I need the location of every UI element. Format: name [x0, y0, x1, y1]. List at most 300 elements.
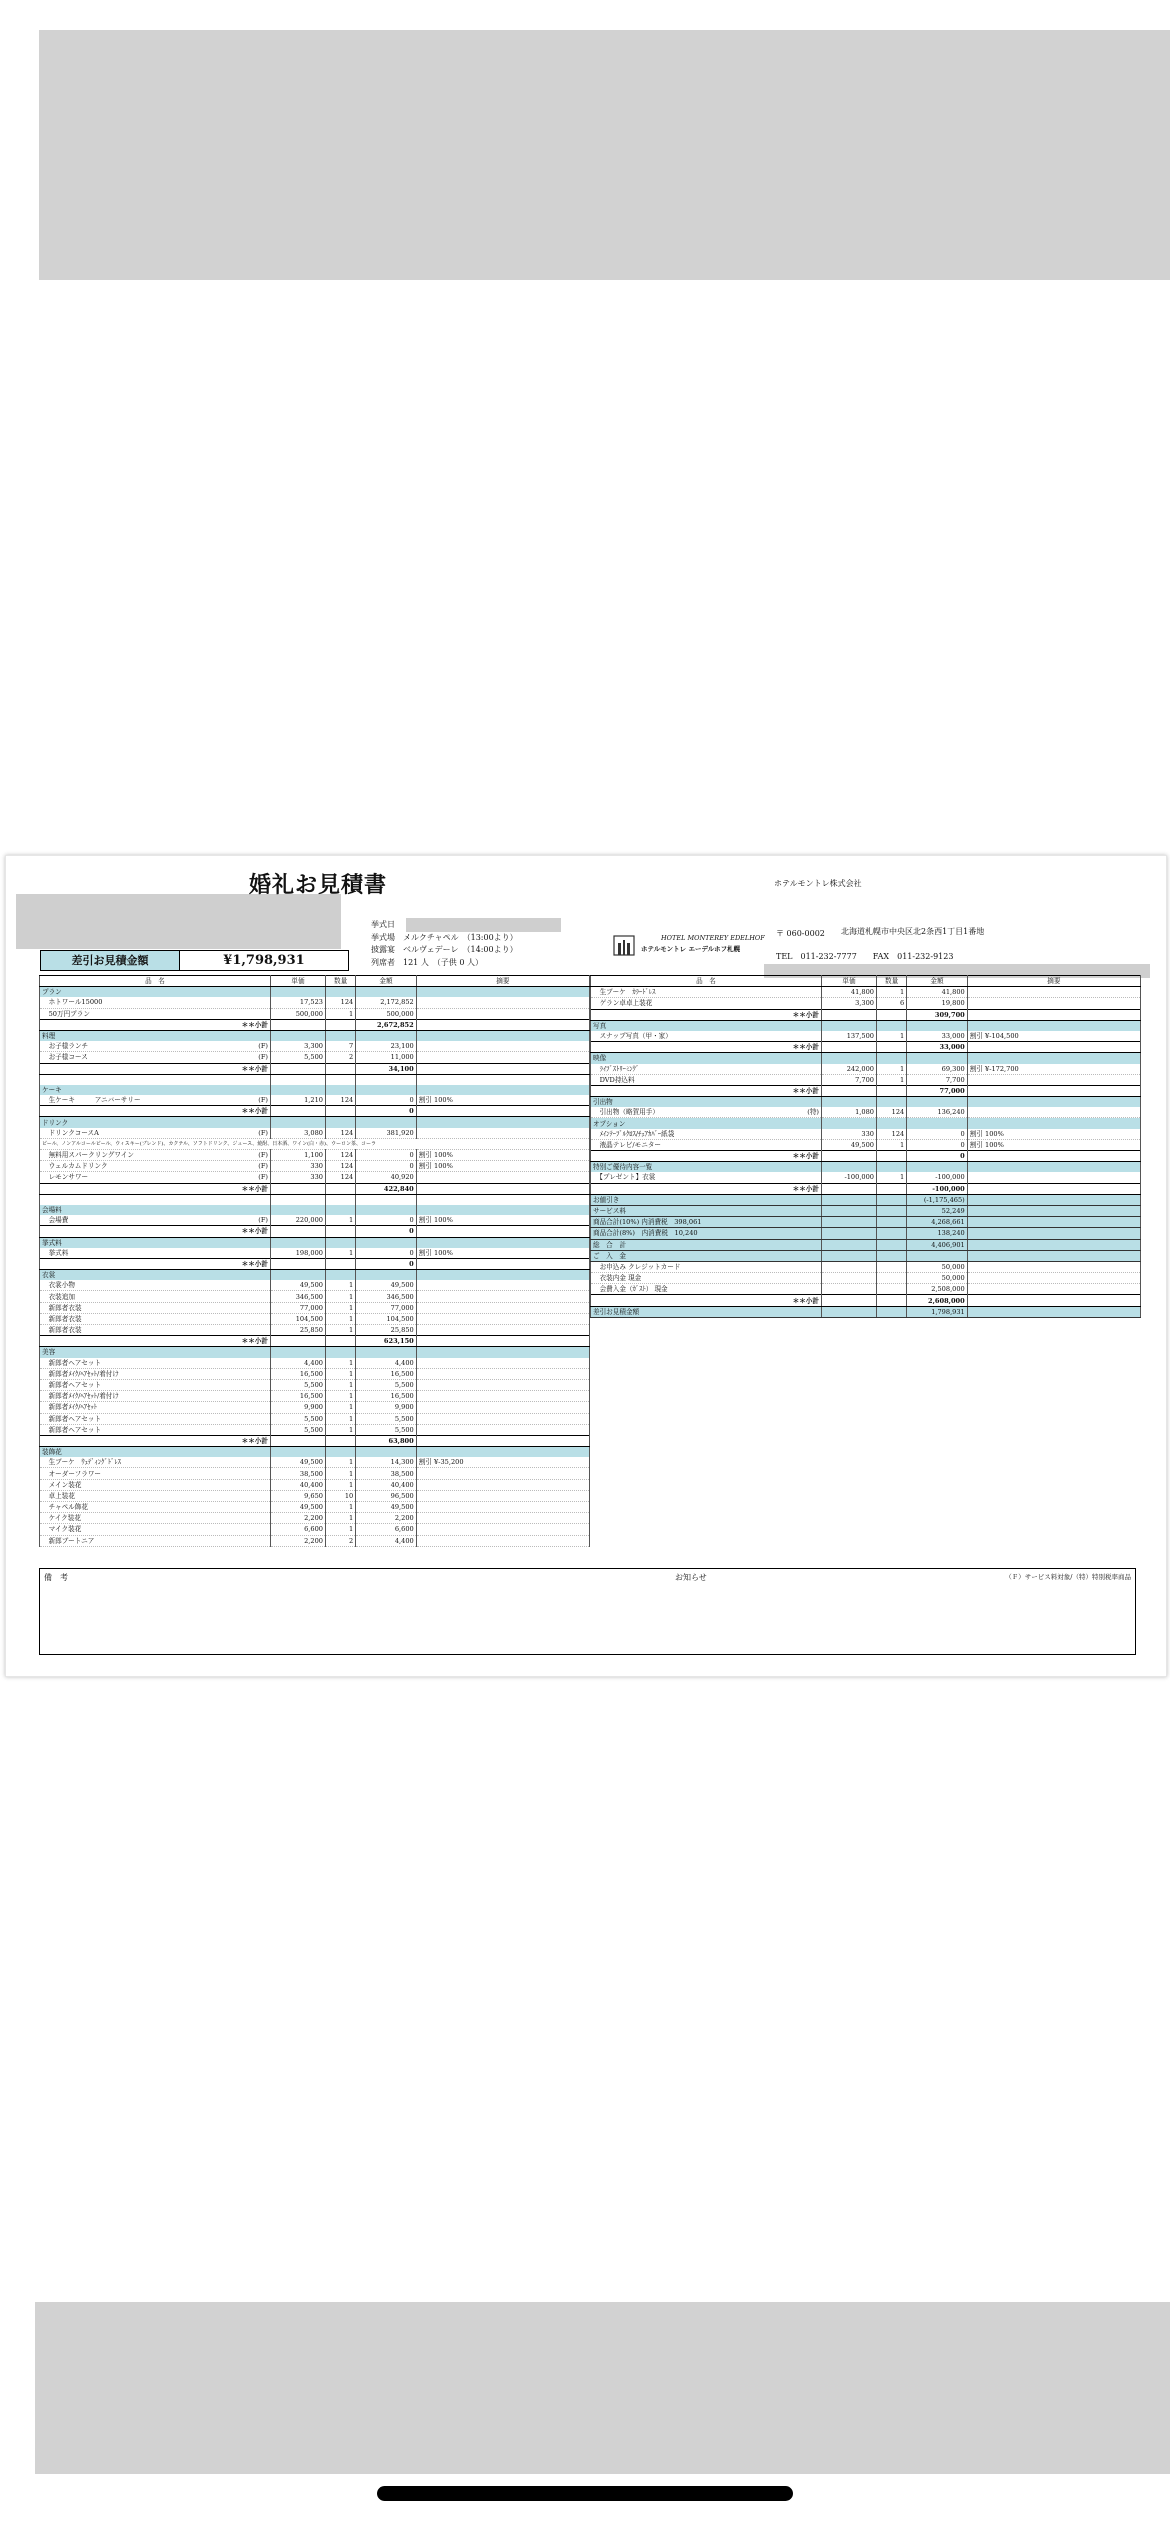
cell	[356, 1237, 417, 1248]
remark	[416, 1424, 589, 1435]
header-cell: 金額	[356, 976, 417, 987]
amount: 0	[356, 1150, 417, 1161]
cell	[967, 1295, 1140, 1306]
table-row	[40, 1468, 590, 1479]
cell	[967, 1009, 1140, 1020]
quantity: 1	[326, 1391, 356, 1402]
quantity: 6	[877, 998, 907, 1009]
cell	[877, 1118, 907, 1129]
quantity: 1	[326, 1513, 356, 1524]
total-label: 商品合計(8%) 内消費税 10,240	[591, 1228, 822, 1239]
subtotal-label: ＊＊小計	[591, 1183, 822, 1194]
info-label: 列席者	[371, 957, 395, 967]
item-name: 卓上装花	[40, 1490, 271, 1501]
section-row	[40, 1347, 590, 1358]
cell	[326, 1194, 356, 1205]
cell	[271, 1063, 326, 1074]
cell	[271, 1336, 326, 1347]
cell	[822, 1009, 877, 1020]
item-name: ウェルカムドリンク (F)	[40, 1161, 271, 1172]
total-row	[591, 1194, 1141, 1205]
amount: 4,400	[356, 1358, 417, 1369]
table-row	[40, 1513, 590, 1524]
subtotal-row	[40, 1435, 590, 1446]
cell	[967, 1239, 1140, 1250]
cell	[416, 1183, 589, 1194]
cell	[356, 1194, 417, 1205]
item-name: 新郎者衣装	[40, 1313, 271, 1324]
cell	[271, 1447, 326, 1458]
remark: 割引 100%	[416, 1095, 589, 1106]
section-label: 装飾花	[40, 1447, 271, 1458]
amount: 0	[356, 1161, 417, 1172]
amount: 0	[907, 1139, 968, 1150]
quantity: 1	[326, 1402, 356, 1413]
amount: 9,900	[356, 1402, 417, 1413]
cell	[416, 1435, 589, 1446]
cell	[822, 1250, 877, 1261]
unit-price: 4,400	[271, 1358, 326, 1369]
item-name: 生ブーケ ｳｪﾃﾞｨﾝｸﾞﾄﾞﾚｽ	[40, 1457, 271, 1468]
section-row	[40, 1030, 590, 1041]
unit-price: -100,000	[822, 1172, 877, 1183]
amount: 23,100	[356, 1041, 417, 1052]
amount: 104,500	[356, 1313, 417, 1324]
amount: 50,000	[907, 1273, 968, 1284]
total-box	[40, 950, 349, 971]
info-value: 121 人 （子供 0 人）	[403, 957, 483, 967]
table-row	[40, 1172, 590, 1183]
quantity	[877, 1284, 907, 1295]
quantity: 1	[326, 1248, 356, 1259]
cell	[356, 1205, 417, 1215]
subtotal-label: ＊＊小計	[591, 1151, 822, 1162]
amount: 5,500	[356, 1424, 417, 1435]
cell	[822, 1205, 877, 1216]
section-label: 挙式料	[40, 1237, 271, 1248]
info-label: 披露宴	[371, 945, 395, 954]
subtotal-amount: 0	[356, 1226, 417, 1237]
total-amount: 4,268,661	[907, 1217, 968, 1228]
item-name: 新郎者衣装	[40, 1325, 271, 1336]
remark	[416, 1291, 589, 1302]
quantity: 1	[877, 1064, 907, 1075]
amount: 500,000	[356, 1008, 417, 1019]
remark: 割引 100%	[967, 1129, 1140, 1140]
amount: 19,800	[907, 998, 968, 1009]
unit-price: 25,850	[271, 1325, 326, 1336]
cell	[326, 1336, 356, 1347]
cell	[877, 1194, 907, 1205]
remark	[416, 1391, 589, 1402]
hotel-name-en: HOTEL MONTEREY EDELHOF	[661, 934, 765, 942]
unit-price: 330	[822, 1129, 877, 1140]
unit-price: 5,500	[271, 1052, 326, 1063]
table-row	[40, 1479, 590, 1490]
subtotal-row	[40, 1183, 590, 1194]
quantity: 7	[326, 1041, 356, 1052]
remark	[967, 998, 1140, 1009]
section-label: 会場料	[40, 1205, 271, 1215]
header-cell: 数量	[326, 976, 356, 987]
amount: 0	[356, 1215, 417, 1226]
info-label: 挙式日	[371, 920, 395, 929]
cell	[326, 1085, 356, 1095]
unit-price: 49,500	[822, 1139, 877, 1150]
cell	[416, 1205, 589, 1215]
cell	[877, 1151, 907, 1162]
cell	[877, 1250, 907, 1261]
item-name: 新郎者衣装	[40, 1302, 271, 1313]
cell	[416, 1085, 589, 1095]
cell	[822, 1239, 877, 1250]
amount: 2,172,852	[356, 997, 417, 1008]
quantity: 1	[326, 1280, 356, 1291]
quantity: 124	[326, 1172, 356, 1183]
table-row	[591, 1129, 1141, 1140]
unit-price: 330	[271, 1161, 326, 1172]
amount: 11,000	[356, 1052, 417, 1063]
item-name: 挙式料	[40, 1248, 271, 1259]
subtotal-amount: 33,000	[907, 1042, 968, 1053]
total-label: サービス料	[591, 1205, 822, 1216]
remark	[967, 1074, 1140, 1085]
cell	[416, 1237, 589, 1248]
quantity: 124	[326, 1150, 356, 1161]
cell	[877, 1053, 907, 1064]
item-name: 新郎者ヘアセット	[40, 1358, 271, 1369]
cell	[326, 1226, 356, 1237]
table-row	[40, 1457, 590, 1468]
table-row	[40, 1490, 590, 1501]
table-row	[40, 1302, 590, 1313]
remark	[967, 1273, 1140, 1284]
phone-fax: TEL 011-232-7777 FAX 011-232-9123	[776, 952, 954, 961]
item-name: 衣装追加	[40, 1291, 271, 1302]
cell	[326, 1270, 356, 1281]
unit-price: 3,300	[822, 998, 877, 1009]
cell	[416, 1270, 589, 1281]
top-gray-panel	[39, 30, 1170, 280]
subtotal-amount: 63,800	[356, 1435, 417, 1446]
unit-price: 49,500	[271, 1502, 326, 1513]
cell	[416, 987, 589, 998]
cell	[877, 1042, 907, 1053]
item-name: 新郎者ヘアセット	[40, 1424, 271, 1435]
table-row	[591, 1284, 1141, 1295]
table-row	[40, 997, 590, 1008]
subtotal-amount: 422,840	[356, 1183, 417, 1194]
unit-price	[822, 1261, 877, 1272]
remark: 割引 100%	[416, 1150, 589, 1161]
total-amount	[907, 1250, 968, 1261]
table-row	[591, 1107, 1141, 1118]
cell	[356, 1085, 417, 1095]
table-row	[40, 1052, 590, 1063]
cell	[326, 1258, 356, 1269]
total-label: 差引お見積金額	[591, 1306, 822, 1317]
remark	[967, 1107, 1140, 1118]
subtotal-label: ＊＊小計	[40, 1258, 271, 1269]
cell	[271, 1347, 326, 1358]
table-row	[591, 1172, 1141, 1183]
item-name: 新郎者ヘアセット	[40, 1413, 271, 1424]
cell	[877, 1306, 907, 1317]
quantity: 1	[326, 1457, 356, 1468]
quantity: 1	[326, 1468, 356, 1479]
cell	[416, 1117, 589, 1128]
item-name: 衣裳小物	[40, 1280, 271, 1291]
subtotal-label: ＊＊小計	[40, 1106, 271, 1117]
cell	[907, 1097, 968, 1108]
cell	[356, 1074, 417, 1085]
subtotal-label: ＊＊小計	[591, 1042, 822, 1053]
hotel-logo	[613, 934, 765, 958]
header-cell: 数量	[877, 976, 907, 987]
item-name: 新郎者ﾒｲｸ/ﾍｱｾｯﾄ/着付け	[40, 1368, 271, 1379]
section-label: ケーキ	[40, 1085, 271, 1095]
cell	[877, 1009, 907, 1020]
total-row	[591, 1239, 1141, 1250]
cell	[326, 1106, 356, 1117]
amount: 41,800	[907, 987, 968, 998]
table-row	[40, 1128, 590, 1139]
section-row	[40, 1205, 590, 1215]
amount: 5,500	[356, 1379, 417, 1390]
table-row	[40, 1368, 590, 1379]
unit-price: 1,210	[271, 1095, 326, 1106]
amount: 33,000	[907, 1031, 968, 1042]
item-name: 会場費 (F)	[40, 1215, 271, 1226]
item-name: ﾒｲﾝﾃｰﾌﾞﾙｸﾛｽ/ﾁｪｱｶﾊﾞｰ紙袋	[591, 1129, 822, 1140]
amount: 6,600	[356, 1524, 417, 1535]
remark	[416, 1325, 589, 1336]
item-name: 引出物（略賀用手） (特)	[591, 1107, 822, 1118]
cell	[416, 1063, 589, 1074]
subtotal-label: ＊＊小計	[591, 1295, 822, 1306]
cell	[822, 1183, 877, 1194]
cell	[877, 1183, 907, 1194]
item-name: ケイク装花	[40, 1513, 271, 1524]
quantity: 1	[326, 1368, 356, 1379]
section-label: 写真	[591, 1020, 822, 1031]
section-row	[591, 1053, 1141, 1064]
unit-price: 2,200	[271, 1513, 326, 1524]
quantity: 1	[326, 1413, 356, 1424]
item-name: 無料用スパークリングワイン (F)	[40, 1150, 271, 1161]
section-row	[40, 1270, 590, 1281]
redacted-name	[16, 894, 341, 949]
amount: 38,500	[356, 1468, 417, 1479]
table-row	[591, 1273, 1141, 1284]
cell	[877, 1085, 907, 1096]
amount: 346,500	[356, 1291, 417, 1302]
amount: 25,850	[356, 1325, 417, 1336]
cell	[967, 1118, 1140, 1129]
total-row	[591, 1228, 1141, 1239]
remark	[416, 1479, 589, 1490]
unit-price: 49,500	[271, 1280, 326, 1291]
item-name: レモンサワー (F)	[40, 1172, 271, 1183]
header-cell: 単価	[271, 976, 326, 987]
table-row	[591, 987, 1141, 998]
cell	[326, 1347, 356, 1358]
subtotal-amount: 34,100	[356, 1063, 417, 1074]
cell	[877, 1162, 907, 1173]
subtotal-row	[40, 1336, 590, 1347]
cell	[40, 1074, 271, 1085]
remark	[416, 1413, 589, 1424]
subtotal-amount: 2,608,000	[907, 1295, 968, 1306]
amount: 16,500	[356, 1391, 417, 1402]
table-row	[591, 1139, 1141, 1150]
total-amount: 52,249	[907, 1205, 968, 1216]
cell	[877, 1020, 907, 1031]
total-label: 差引お見積金額	[41, 951, 180, 970]
amount: 381,920	[356, 1128, 417, 1139]
subtotal-amount: 0	[356, 1106, 417, 1117]
remarks-box	[39, 1568, 1136, 1655]
unit-price: 242,000	[822, 1064, 877, 1075]
cell	[356, 1447, 417, 1458]
unit-price: 40,400	[271, 1479, 326, 1490]
remark	[416, 1128, 589, 1139]
amount: 0	[907, 1129, 968, 1140]
total-amount: 138,240	[907, 1228, 968, 1239]
total-row	[591, 1306, 1141, 1317]
cell	[356, 1117, 417, 1128]
cell	[271, 1226, 326, 1237]
cell	[271, 1019, 326, 1030]
table-row	[40, 1215, 590, 1226]
quantity: 1	[877, 1074, 907, 1085]
cell	[416, 1347, 589, 1358]
subtotal-label: ＊＊小計	[591, 1085, 822, 1096]
amount: 40,400	[356, 1479, 417, 1490]
cell	[967, 1194, 1140, 1205]
section-row	[591, 1118, 1141, 1129]
cell	[271, 1435, 326, 1446]
item-name: マイク装花	[40, 1524, 271, 1535]
cell	[822, 1217, 877, 1228]
amount: 0	[356, 1095, 417, 1106]
notice-label: お知らせ	[675, 1573, 707, 1582]
total-row	[591, 1250, 1141, 1261]
remark	[416, 1041, 589, 1052]
cell	[967, 1085, 1140, 1096]
section-row	[40, 1117, 590, 1128]
item-name: オーダーフラワー	[40, 1468, 271, 1479]
total-label: お値引き	[591, 1194, 822, 1205]
cell	[326, 987, 356, 998]
amount: 0	[356, 1248, 417, 1259]
section-label: 映像	[591, 1053, 822, 1064]
subtotal-row	[591, 1183, 1141, 1194]
section-row	[591, 1020, 1141, 1031]
amount: 136,240	[907, 1107, 968, 1118]
quantity: 1	[326, 1302, 356, 1313]
remark	[416, 1008, 589, 1019]
section-row	[40, 987, 590, 998]
cell	[822, 1097, 877, 1108]
quantity: 2	[326, 1052, 356, 1063]
info-label: 挙式場	[371, 932, 395, 942]
amount: 4,400	[356, 1535, 417, 1546]
table-row	[40, 1358, 590, 1369]
cell	[416, 1258, 589, 1269]
remark	[416, 1468, 589, 1479]
table-row	[40, 1502, 590, 1513]
table-row	[591, 1064, 1141, 1075]
cell	[822, 1162, 877, 1173]
quantity: 1	[326, 1379, 356, 1390]
subtotal-label: ＊＊小計	[591, 1009, 822, 1020]
unit-price: 500,000	[271, 1008, 326, 1019]
item-name: 新郎者ヘアセット	[40, 1379, 271, 1390]
table-row	[40, 1248, 590, 1259]
cell	[822, 1228, 877, 1239]
quantity: 1	[877, 987, 907, 998]
cell	[271, 1183, 326, 1194]
page-title: 婚礼お見積書	[249, 872, 388, 898]
quantity: 124	[326, 1128, 356, 1139]
cell	[967, 1205, 1140, 1216]
item-name: 新郎ブートニア	[40, 1535, 271, 1546]
cell	[356, 1030, 417, 1041]
home-indicator[interactable]	[377, 2486, 793, 2501]
cell	[271, 1030, 326, 1041]
amount: -100,000	[907, 1172, 968, 1183]
cell	[416, 1226, 589, 1237]
unit-price: 41,800	[822, 987, 877, 998]
cell	[967, 1020, 1140, 1031]
info-value: ベルヴェデーレ （14:00より）	[403, 945, 518, 954]
subtotal-amount: 0	[907, 1151, 968, 1162]
cell	[822, 1194, 877, 1205]
quantity: 1	[326, 1313, 356, 1324]
unit-price: 6,600	[271, 1524, 326, 1535]
unit-price: 2,200	[271, 1535, 326, 1546]
table-row	[40, 1391, 590, 1402]
footnote: （Ｆ）サービス料対象/（特）特別税率商品	[1005, 1573, 1131, 1581]
cell	[907, 1053, 968, 1064]
address: 北海道札幌市中央区北2条西1丁目1番地	[841, 927, 985, 936]
subtotal-amount: 0	[356, 1258, 417, 1269]
header-cell: 品 名	[591, 976, 822, 987]
subtotal-amount: 77,000	[907, 1085, 968, 1096]
unit-price: 5,500	[271, 1413, 326, 1424]
amount: 49,500	[356, 1502, 417, 1513]
table-row	[591, 1074, 1141, 1085]
cell	[877, 1097, 907, 1108]
quantity: 124	[877, 1107, 907, 1118]
header-cell: 金額	[907, 976, 968, 987]
cell	[271, 1258, 326, 1269]
table-row	[40, 1161, 590, 1172]
remark: 割引 100%	[416, 1161, 589, 1172]
unit-price	[822, 1284, 877, 1295]
subtotal-label: ＊＊小計	[40, 1019, 271, 1030]
unit-price: 104,500	[271, 1313, 326, 1324]
quantity: 1	[877, 1031, 907, 1042]
item-name: 会費入金（ｶﾞｽﾄ） 現金	[591, 1284, 822, 1295]
unit-price: 38,500	[271, 1468, 326, 1479]
company-name: ホテルモントレ株式会社	[774, 879, 862, 888]
item-name: 生ケーキ アニバーサリー (F)	[40, 1095, 271, 1106]
quantity: 1	[326, 1358, 356, 1369]
amount: 14,300	[356, 1457, 417, 1468]
cell	[822, 1306, 877, 1317]
